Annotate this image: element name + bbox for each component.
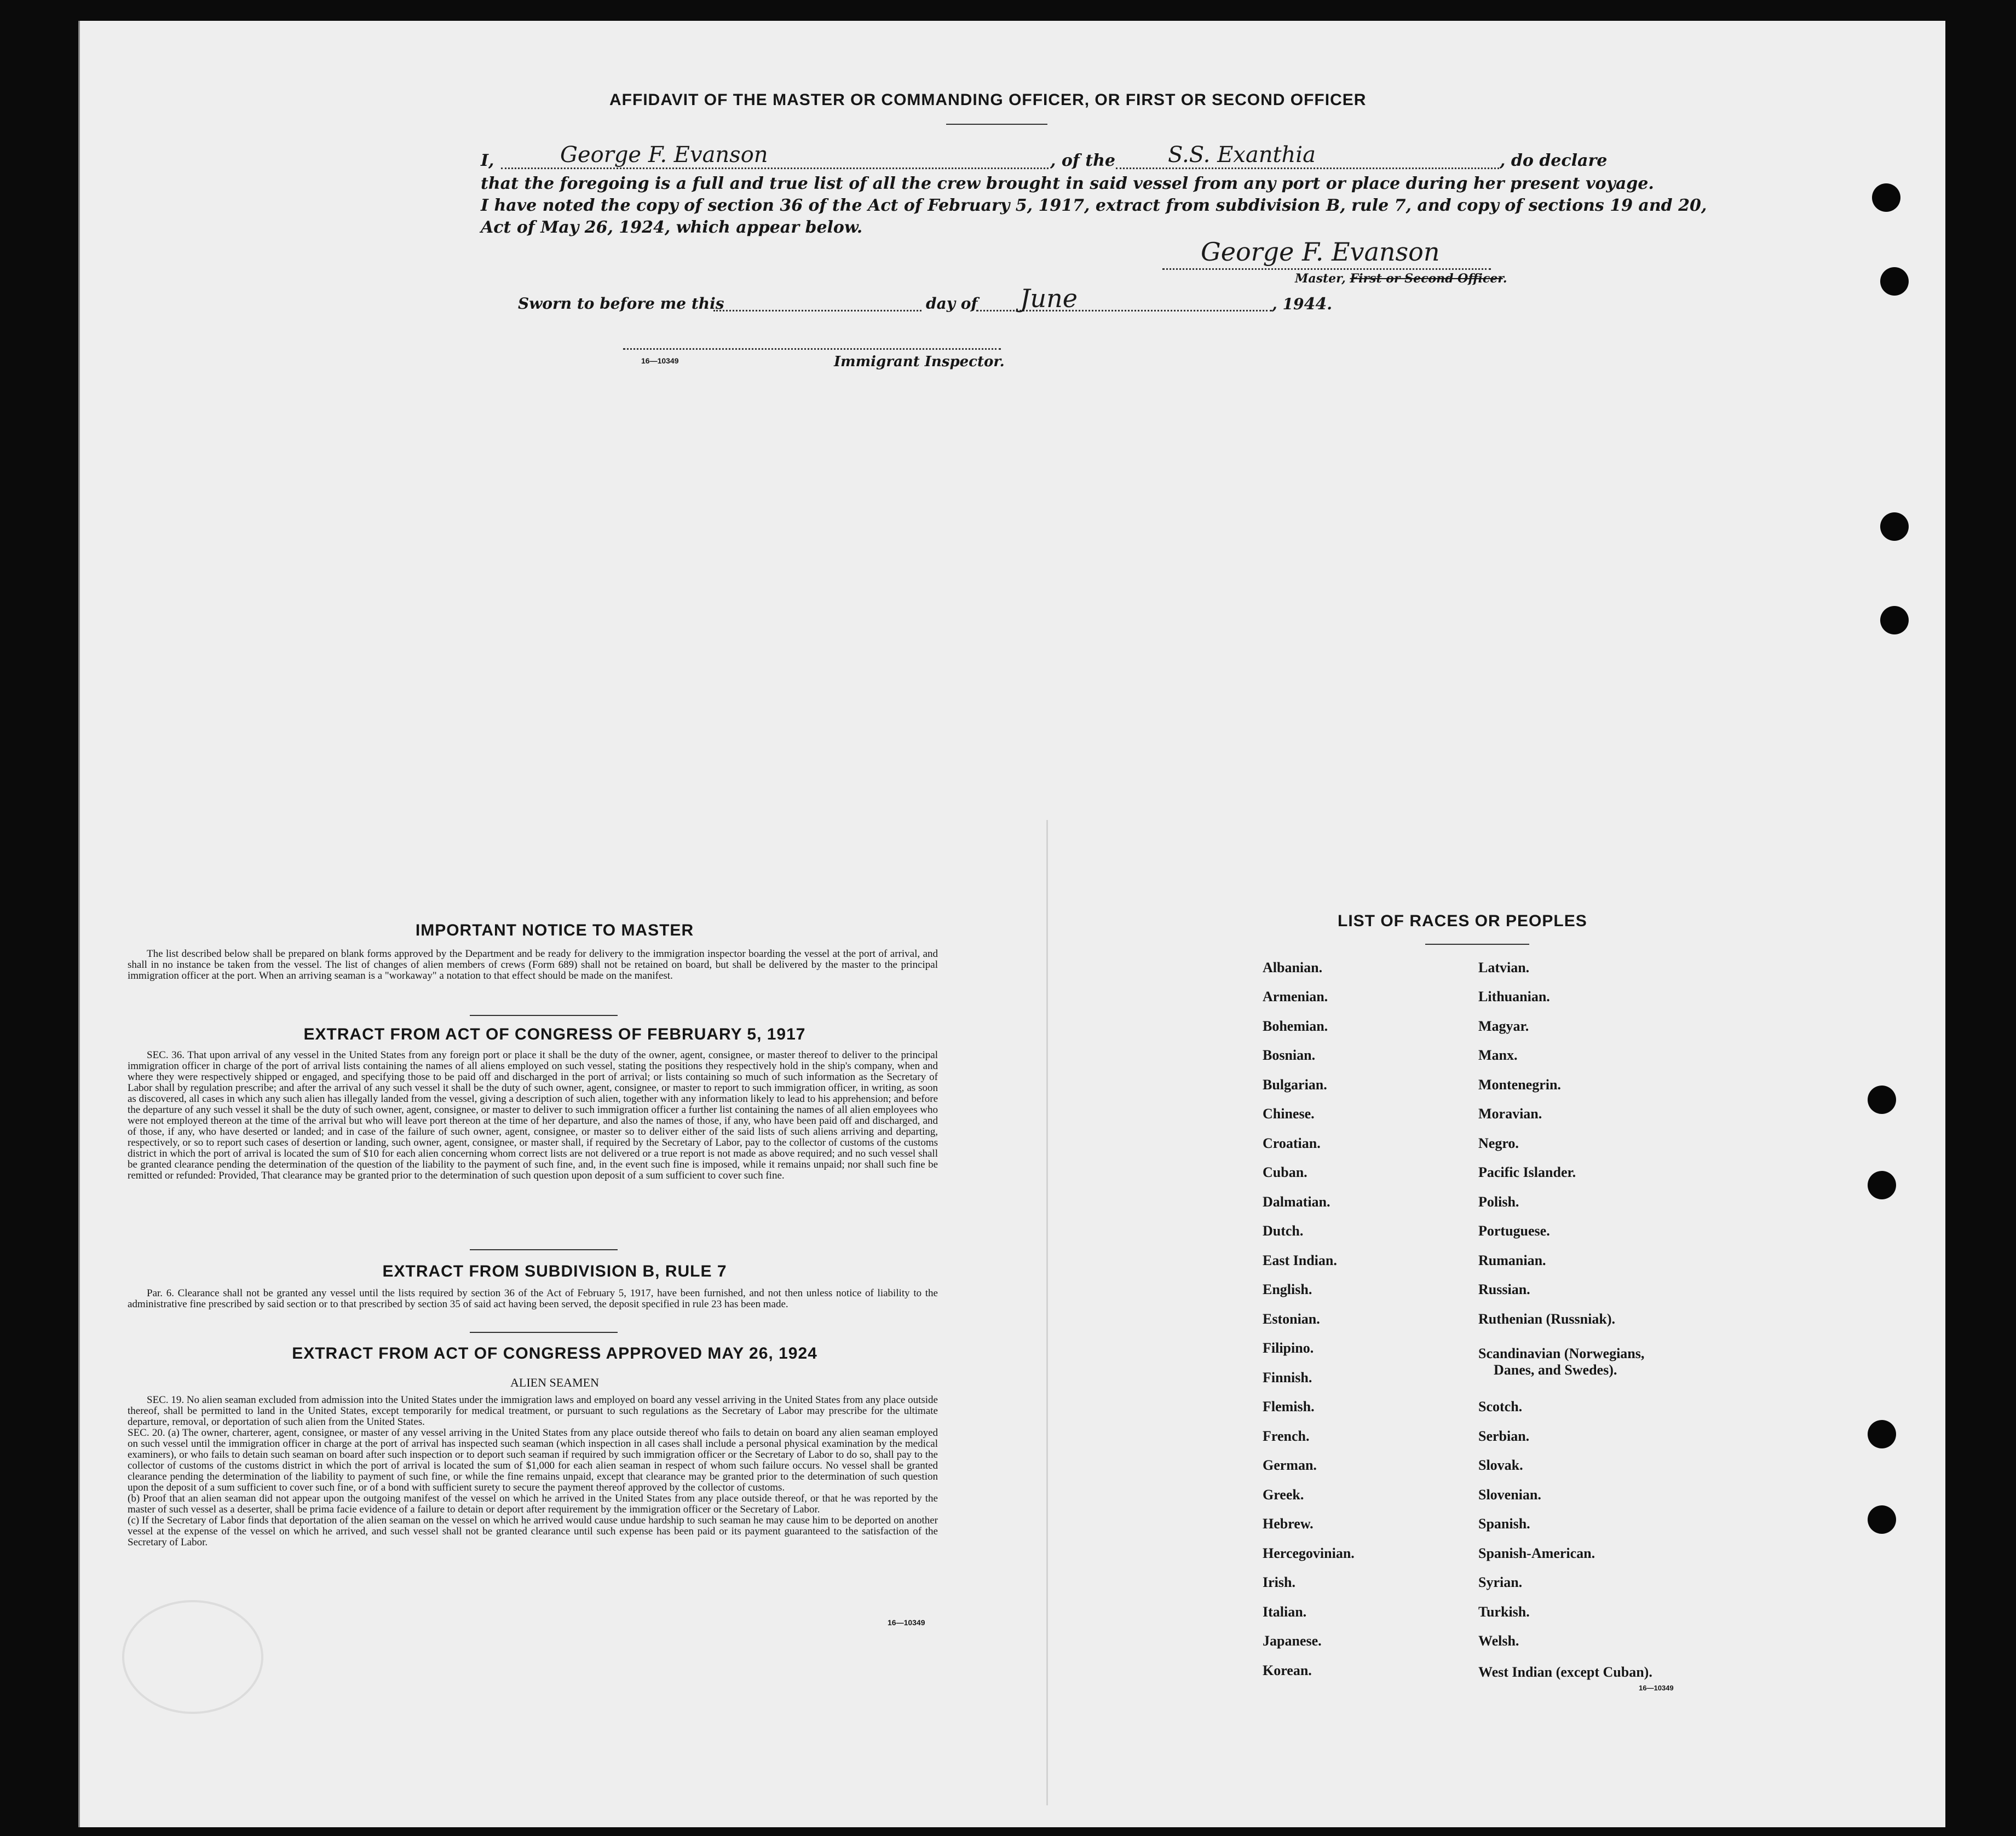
race-right-4: Manx. <box>1478 1047 1518 1063</box>
punch-hole <box>1872 183 1900 212</box>
affidavit-line-3: I have noted the copy of section 36 of the Act of February 5, 1917, extract from subdivision B, rule 7, and copy of sections 19 and 20, <box>481 196 1707 215</box>
affidavit-i-label: I, <box>481 151 494 170</box>
punch-hole <box>1868 1505 1896 1534</box>
race-left-10: Dutch. <box>1263 1223 1304 1239</box>
punch-hole <box>1880 512 1909 541</box>
race-right-24: West Indian (except Cuban). <box>1478 1664 1652 1680</box>
sworn-year: , 1944. <box>1272 295 1332 314</box>
master-label: Master, <box>1295 272 1346 286</box>
subdivision-divider <box>470 1332 618 1333</box>
officer-title-line: Master, First or Second Officer. <box>1295 272 1507 286</box>
race-right-18: Slovenian. <box>1478 1487 1541 1503</box>
day-of-label: day of <box>926 295 978 313</box>
affidavit-title: AFFIDAVIT OF THE MASTER OR COMMANDING OFFICER, OR FIRST OR SECOND OFFICER <box>609 91 1367 109</box>
races-divider <box>1425 944 1529 945</box>
signature-dotted-line <box>1162 268 1491 270</box>
race-left-17: French. <box>1263 1428 1310 1444</box>
race-right-19: Spanish. <box>1478 1516 1530 1532</box>
punch-hole <box>1880 606 1909 634</box>
races-title: LIST OF RACES OR PEOPLES <box>1338 912 1587 930</box>
extract-form-number: 16—10349 <box>888 1618 925 1627</box>
race-right-10: Portuguese. <box>1478 1223 1550 1239</box>
race-left-9: Dalmatian. <box>1263 1194 1330 1210</box>
race-right-21: Syrian. <box>1478 1574 1523 1590</box>
race-left-19: Greek. <box>1263 1487 1304 1503</box>
subdivision-text: Par. 6. Clearance shall not be granted any vessel until the lists required by section 36 of the Act of February 5, 1917, have been furnished, and not then unless notice of liability to the administrative fine prescribed by said section or to that prescribed by section 35 of said act having been served, the deposit specified in rule 23 has been made. <box>128 1287 938 1310</box>
struck-officer-label: First or Second Officer <box>1350 272 1503 286</box>
punch-hole <box>1868 1171 1896 1199</box>
race-right-16: Serbian. <box>1478 1428 1530 1444</box>
sworn-month-handwritten: June <box>1020 284 1078 313</box>
race-right-11: Rumanian. <box>1478 1252 1546 1268</box>
punch-hole <box>1868 1086 1896 1114</box>
race-left-8: Cuban. <box>1263 1164 1307 1180</box>
race-left-4: Bosnian. <box>1263 1047 1316 1063</box>
affidavit-line-4: Act of May 26, 1924, which appear below. <box>481 218 863 237</box>
affidavit-line-2: that the foregoing is a full and true list of all the crew brought in said vessel from any port or place during her present voyage. <box>481 174 1654 193</box>
race-left-11: East Indian. <box>1263 1252 1337 1268</box>
race-right-9: Polish. <box>1478 1194 1519 1210</box>
extract-1924-title: EXTRACT FROM ACT OF CONGRESS APPROVED MAY 26, 1924 <box>292 1344 817 1362</box>
race-right-22: Turkish. <box>1478 1604 1530 1620</box>
punch-hole <box>1868 1420 1896 1448</box>
notice-divider <box>470 1015 618 1016</box>
affidavit-form-number: 16—10349 <box>641 356 679 365</box>
race-left-7: Croatian. <box>1263 1135 1321 1151</box>
subdivision-title: EXTRACT FROM SUBDIVISION B, RULE 7 <box>382 1262 727 1280</box>
race-right-20: Spanish-American. <box>1478 1545 1595 1561</box>
race-right-14-cont: Danes, and Swedes). <box>1494 1362 1617 1378</box>
race-right-2: Lithuanian. <box>1478 989 1550 1004</box>
document-page <box>78 21 1945 1827</box>
page-fold <box>1046 820 1048 1805</box>
race-right-5: Montenegrin. <box>1478 1077 1561 1093</box>
race-left-5: Bulgarian. <box>1263 1077 1327 1093</box>
race-left-21: Hercegovinian. <box>1263 1545 1355 1561</box>
vessel-name-handwritten: S.S. Exanthia <box>1168 142 1316 168</box>
race-left-13: Estonian. <box>1263 1311 1320 1327</box>
extract-1924-subtitle: ALIEN SEAMEN <box>510 1376 599 1389</box>
race-right-23: Welsh. <box>1478 1633 1519 1649</box>
race-left-23: Italian. <box>1263 1604 1307 1620</box>
extract-1917-divider <box>470 1249 618 1250</box>
race-left-22: Irish. <box>1263 1574 1295 1590</box>
do-declare-label: , do declare <box>1500 151 1608 170</box>
punch-hole <box>1880 267 1909 296</box>
inspector-label: Immigrant Inspector. <box>834 354 1005 370</box>
sworn-day-dotted-line <box>713 310 921 311</box>
master-name-handwritten: George F. Evanson <box>560 142 768 168</box>
year-handwritten: 44 <box>1304 295 1327 314</box>
race-left-20: Hebrew. <box>1263 1516 1314 1532</box>
title-underline <box>946 124 1047 125</box>
race-left-6: Chinese. <box>1263 1106 1315 1122</box>
vessel-dotted-line <box>1116 168 1499 169</box>
race-right-13: Ruthenian (Russniak). <box>1478 1311 1615 1327</box>
name-dotted-line <box>501 168 1049 169</box>
race-left-25: Korean. <box>1263 1662 1312 1678</box>
master-signature: George F. Evanson <box>1201 237 1440 267</box>
race-left-16: Flemish. <box>1263 1399 1315 1414</box>
race-right-12: Russian. <box>1478 1281 1530 1297</box>
extract-1924-text: SEC. 19. No alien seaman excluded from admission into the United States under the immigration laws and employed on board any vessel arriving in the United States from any place outside thereof, shall be permitted to land in the United States, except temporarily for medical treatment, or pursuant to such regulations as the Secretary of Labor may prescribe for the ultimate departure, removal, or deportation of such alien from the United States. SEC. 20. (a) The owner, charterer, agent, consignee, or master of any vessel arriving in the United States from any place outside thereof who fails to detain on board any alien seaman employed on such vessel until the immigration officer in charge at the port of arrival has inspected such seaman (which inspection in all cases shall include a personal physical examination by the medical examiners), or who fails to detain such seaman on board after such inspection or to deport such seaman if required by such immigration officer or the Secretary of Labor to do so, shall pay to the collector of customs of the customs district in which the port of arrival is located the sum of $1,000 for each alien seaman in respect of whom such failure occurs. No vessel shall be granted clearance pending the determination of the liability to payment of such fine, or while the fine remains unpaid, except that clearance may be granted prior to the determination of such question upon the deposit of a sum sufficient to cover such fine, or of a bond with sufficient surety to secure the payment thereof approved by the collector of customs. (b) Proof that an alien seaman did not appear upon the outgoing manifest of the vessel on which he arrived in the United States from any place outside thereof, or that he was reported by the master of such vessel as a deserter, shall be prima facie evidence of a failure to detain or deport after requirement by the immigration officer or the Secretary of Labor. (c) If the Secretary of Labor finds that deportation of the alien seaman on the vessel on which he arrived would cause undue hardship to such seaman he may cause him to be deported on another vessel at the expense of the vessel on which he arrived, and such vessel shall not be granted clearance until such expense has been paid or its payment guaranteed to the satisfaction of the Secretary of Labor. <box>128 1394 938 1548</box>
race-right-1: Latvian. <box>1478 960 1530 975</box>
year-prefix: , 19 <box>1272 295 1304 313</box>
extract-1917-title: EXTRACT FROM ACT OF CONGRESS OF FEBRUARY 5, 1917 <box>303 1025 806 1043</box>
race-right-14: Scandinavian (Norwegians, <box>1478 1346 1645 1361</box>
embossed-seal <box>122 1600 263 1714</box>
races-form-number: 16—10349 <box>1639 1684 1674 1692</box>
extract-1917-text: SEC. 36. That upon arrival of any vessel in the United States from any foreign port or place it shall be the duty of the owner, agent, consignee, or master thereof to deliver to the principal immigration officer in charge of the port of arrival lists containing the names of all aliens employed on such vessel, stating the positions they respectively hold in the ship's company, when and where they were respectively shipped or engaged, and specifying those to be paid off and discharged in the port of arrival; or lists containing so much of such information as the Secretary of Labor shall by regulation prescribe; and after the arrival of any such vessel it shall be the duty of such owner, agent, consignee, or master to report to such immigration officer, in writing, as soon as discovered, all cases in which any such alien has illegally landed from the vessel, giving a description of such alien, together with any information likely to lead to his apprehension; and before the departure of any such vessel it shall be the duty of such owner, agent, consignee, or master to deliver to such immigration officer a further list containing the names of all alien employees who were not employed thereon at the time of the arrival but who will leave port thereon at the time of her departure, and also the names of those, if any, who have been paid off and discharged, and of those, if any, who have deserted or landed; and in case of the failure of such owner, agent, consignee, or master so to deliver either of the said lists of such aliens arriving and departing, respectively, or so to report such cases of desertion or landing, such owner, agent, consignee, or master shall, if required by the Secretary of Labor, pay to the collector of customs of the customs district in which the port of arrival is located the sum of $10 for each alien concerning whom correct lists are not delivered or a true report is not made as above required; and no such vessel shall be granted clearance pending the determination of the question of the liability to the payment of such fine, and, in the event such fine is imposed, while it remains unpaid; nor shall such fine be remitted or refunded: Provided, That clearance may be granted prior to the determination of such question upon deposit of a sum sufficient to cover such fine. <box>128 1049 938 1181</box>
race-left-24: Japanese. <box>1263 1633 1322 1649</box>
of-the-label: , of the <box>1050 151 1116 170</box>
inspector-dotted-line <box>623 348 1001 350</box>
notice-title: IMPORTANT NOTICE TO MASTER <box>415 921 694 939</box>
race-right-3: Magyar. <box>1478 1018 1529 1034</box>
race-left-2: Armenian. <box>1263 989 1328 1004</box>
race-left-12: English. <box>1263 1281 1312 1297</box>
race-right-8: Pacific Islander. <box>1478 1164 1576 1180</box>
race-right-6: Moravian. <box>1478 1106 1542 1122</box>
notice-text: The list described below shall be prepared on blank forms approved by the Department and be ready for delivery to the immigration inspector boarding the vessel at the port of arrival, and shall in no instance be taken from the vessel. The list of changes of alien members of crews (Form 689) shall not be retained on board, but shall be delivered by the master to the principal immigration officer at the port. When an arriving seaman is a "workaway" a notation to that effect should be made on the manifest. <box>128 948 938 981</box>
race-right-7: Negro. <box>1478 1135 1519 1151</box>
race-left-14: Filipino. <box>1263 1340 1314 1356</box>
race-right-17: Slovak. <box>1478 1457 1523 1473</box>
sworn-label: Sworn to before me this <box>518 295 724 313</box>
race-left-15: Finnish. <box>1263 1370 1312 1385</box>
race-left-18: German. <box>1263 1457 1317 1473</box>
race-right-15: Scotch. <box>1478 1399 1523 1414</box>
race-left-1: Albanian. <box>1263 960 1323 975</box>
race-left-3: Bohemian. <box>1263 1018 1328 1034</box>
